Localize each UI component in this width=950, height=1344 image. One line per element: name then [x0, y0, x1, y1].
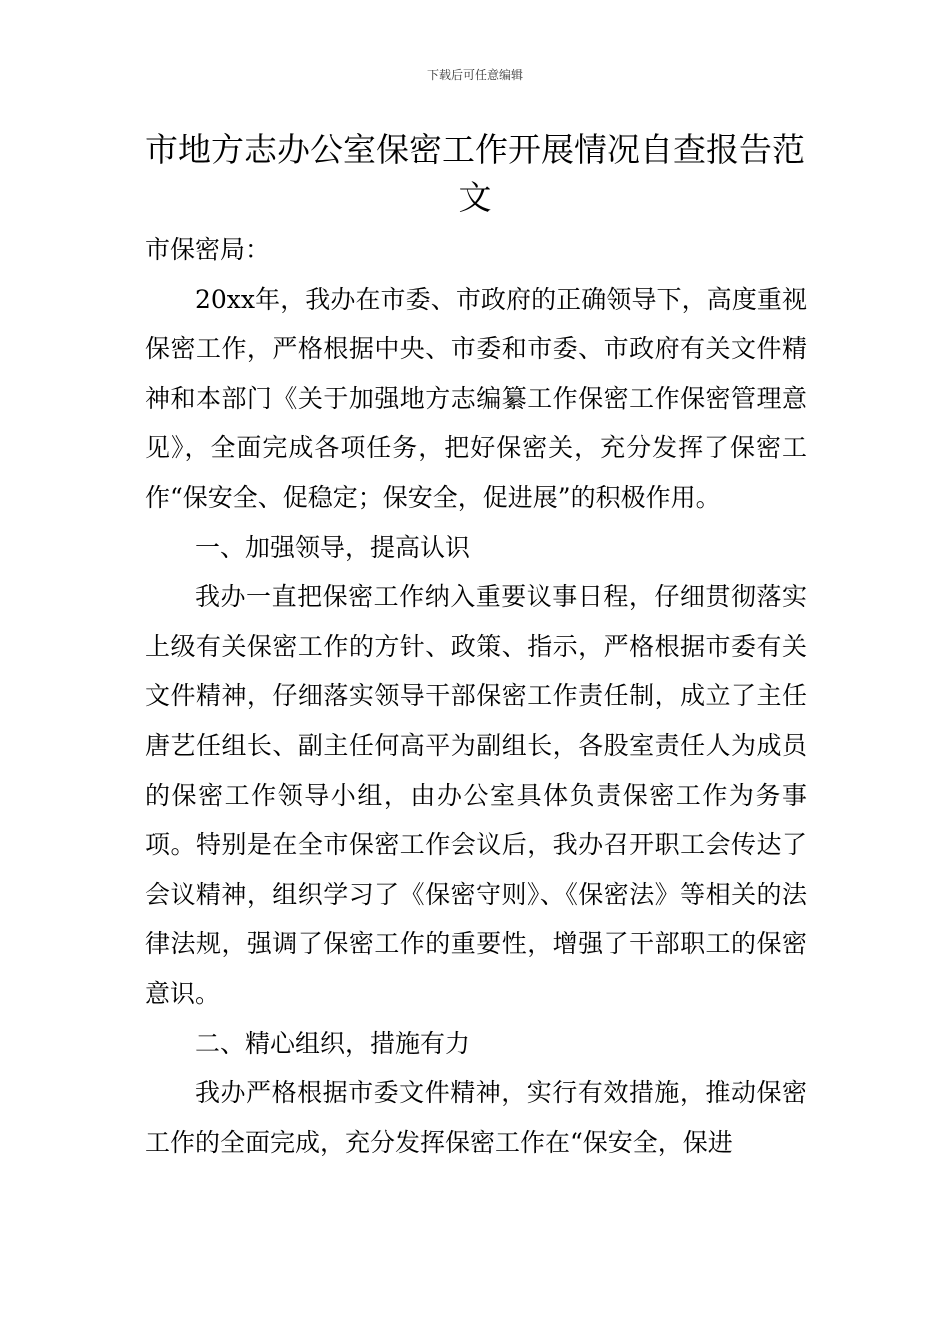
salutation: 市保密局：: [145, 235, 271, 264]
document-body: [145, 225, 807, 1167]
document-title: 市地方志办公室保密工作开展情况自查报告范文: [145, 130, 805, 217]
section-1-heading: 一、加强领导，提高认识: [195, 532, 471, 562]
section-2-paragraph: 我办严格根据市委文件精神，实行有效措施，推动保密工作的全面完成，充分发挥保密工作在“保安全，保进: [145, 1078, 807, 1157]
header-note: 下载后可任意编辑: [426, 68, 523, 82]
section-2-heading: 二、精心组织，措施有力: [195, 1028, 471, 1058]
intro-paragraph: 20xx年，我办在市委、市政府的正确领导下，高度重视保密工作，严格根据中央、市委和市委、市政府有关文件精神和本部门《关于加强地方志编纂工作保密工作保密管理意见》，全面完成各项任务，把好保密关，充分发挥了保密工作“保安全、促稳定；保安全，促进展”的积极作用。: [145, 284, 807, 512]
section-1-paragraph: 我办一直把保密工作纳入重要议事日程，仔细贯彻落实上级有关保密工作的方针、政策、指示，严格根据市委有关文件精神，仔细落实领导干部保密工作责任制，成立了主任唐艺任组长、副主任何高平为副组长，各股室责任人为成员的保密工作领导小组，由办公室具体负责保密工作为务事项。特别是在全市保密工作会议后，我办召开职工会传达了会议精神，组织学习了《保密守则》、《保密法》等相关的法律法规，强调了保密工作的重要性，增强了干部职工的保密意识。: [145, 582, 807, 1008]
